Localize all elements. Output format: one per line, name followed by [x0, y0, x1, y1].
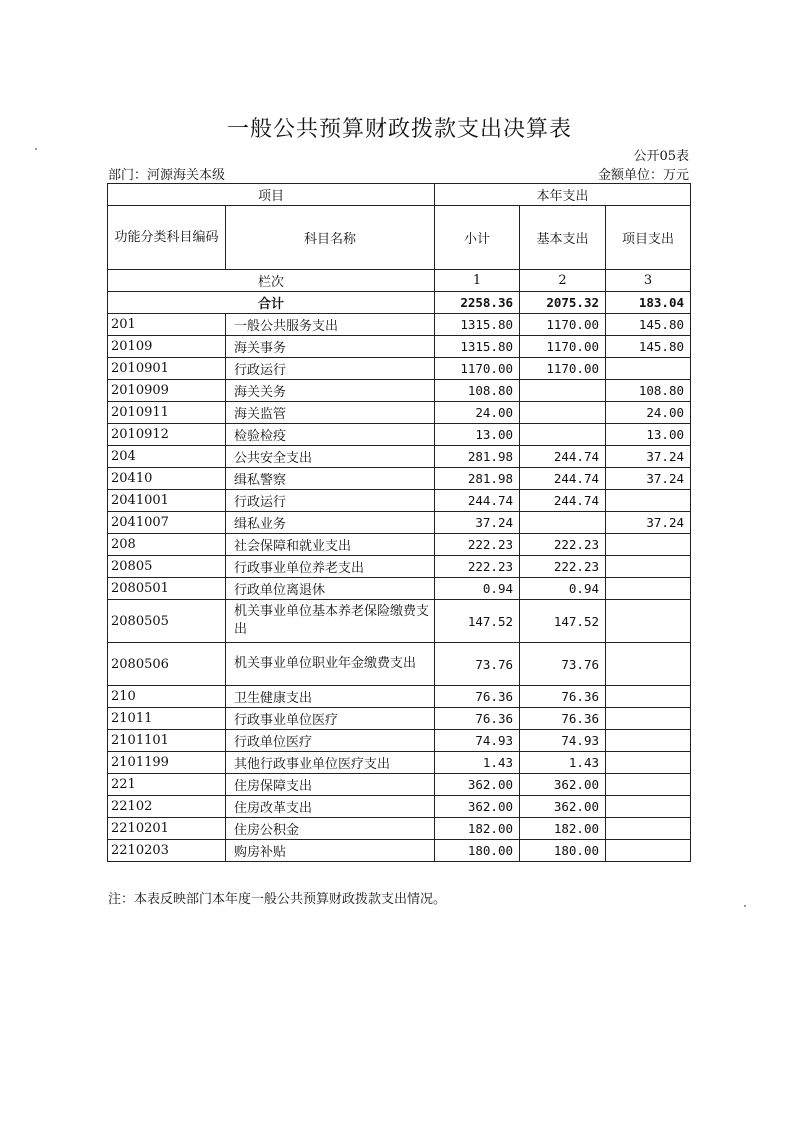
table-row: [108, 446, 691, 468]
total-label: 合计: [108, 292, 435, 314]
row-name: 行政单位医疗: [226, 730, 435, 752]
row-basic: 1170.00: [520, 314, 606, 336]
table-row: [108, 752, 691, 774]
row-name: 行政运行: [226, 358, 435, 380]
column-index-3: 3: [606, 270, 691, 292]
row-basic: 147.52: [520, 600, 606, 643]
header-project: 项目支出: [606, 206, 691, 270]
row-project: 13.00: [606, 424, 691, 446]
row-subtotal: 281.98: [435, 468, 520, 490]
row-project: 37.24: [606, 446, 691, 468]
table-row: [108, 686, 691, 708]
row-subtotal: 362.00: [435, 796, 520, 818]
row-name: 海关关务: [226, 380, 435, 402]
row-name: 海关监管: [226, 402, 435, 424]
row-basic: 1170.00: [520, 336, 606, 358]
row-basic: [520, 402, 606, 424]
row-name: 行政运行: [226, 490, 435, 512]
total-project: 183.04: [606, 292, 691, 314]
header-code: 功能分类科目编码: [108, 206, 226, 270]
row-basic: 1170.00: [520, 358, 606, 380]
row-subtotal: 362.00: [435, 774, 520, 796]
column-index-label: 栏次: [108, 270, 435, 292]
row-project: [606, 730, 691, 752]
amount-unit-label: 金额单位：万元: [597, 168, 689, 183]
row-project: 24.00: [606, 402, 691, 424]
row-subtotal: 1315.80: [435, 336, 520, 358]
row-project: 145.80: [606, 336, 691, 358]
table-row: [108, 708, 691, 730]
row-basic: 74.93: [520, 730, 606, 752]
row-code: 2010912: [108, 424, 226, 446]
row-basic: 362.00: [520, 774, 606, 796]
row-subtotal: 281.98: [435, 446, 520, 468]
row-name: 社会保障和就业支出: [226, 534, 435, 556]
column-index-1: 1: [435, 270, 520, 292]
row-name: 海关事务: [226, 336, 435, 358]
row-name: 行政事业单位医疗: [226, 708, 435, 730]
row-subtotal: 37.24: [435, 512, 520, 534]
row-subtotal: 24.00: [435, 402, 520, 424]
row-code: 204: [108, 446, 226, 468]
total-row: [108, 292, 691, 314]
row-code: 21011: [108, 708, 226, 730]
header-current-year: 本年支出: [435, 184, 691, 206]
row-subtotal: 182.00: [435, 818, 520, 840]
column-index-2: 2: [520, 270, 606, 292]
footnote: 注：本表反映部门本年度一般公共预算财政拨款支出情况。: [108, 892, 447, 907]
table-row: [108, 534, 691, 556]
scan-speck: [35, 148, 37, 150]
table-row: [108, 578, 691, 600]
form-number: 公开05表: [633, 149, 689, 164]
table-row: [108, 774, 691, 796]
row-basic: 244.74: [520, 446, 606, 468]
row-name: 其他行政事业单位医疗支出: [226, 752, 435, 774]
row-project: [606, 358, 691, 380]
table-row: [108, 424, 691, 446]
table-row: [108, 336, 691, 358]
row-name: 机关事业单位职业年金缴费支出: [226, 643, 435, 686]
table-row: [108, 643, 691, 686]
row-code: 2101101: [108, 730, 226, 752]
table-row: [108, 512, 691, 534]
header-item: 项目: [108, 184, 435, 206]
row-subtotal: 1170.00: [435, 358, 520, 380]
row-project: [606, 752, 691, 774]
row-name: 购房补贴: [226, 840, 435, 862]
row-basic: 362.00: [520, 796, 606, 818]
table-row: [108, 818, 691, 840]
row-code: 2080505: [108, 600, 226, 643]
column-index-row: [108, 270, 691, 292]
row-project: [606, 578, 691, 600]
row-name: 机关事业单位基本养老保险缴费支出: [226, 600, 435, 643]
row-name: 公共安全支出: [226, 446, 435, 468]
row-code: 20109: [108, 336, 226, 358]
row-name: 住房改革支出: [226, 796, 435, 818]
row-code: 20410: [108, 468, 226, 490]
row-name: 卫生健康支出: [226, 686, 435, 708]
scan-speck: [744, 905, 746, 907]
row-subtotal: 1.43: [435, 752, 520, 774]
row-subtotal: 244.74: [435, 490, 520, 512]
table-row: [108, 796, 691, 818]
header-subtotal: 小计: [435, 206, 520, 270]
row-code: 2210201: [108, 818, 226, 840]
row-project: [606, 556, 691, 578]
row-project: [606, 686, 691, 708]
row-project: [606, 818, 691, 840]
table-row: [108, 840, 691, 862]
row-basic: 76.36: [520, 708, 606, 730]
row-project: [606, 643, 691, 686]
row-code: 201: [108, 314, 226, 336]
row-project: [606, 708, 691, 730]
row-project: [606, 534, 691, 556]
row-basic: [520, 380, 606, 402]
row-code: 2101199: [108, 752, 226, 774]
row-code: 221: [108, 774, 226, 796]
header-basic: 基本支出: [520, 206, 606, 270]
row-name: 住房保障支出: [226, 774, 435, 796]
row-name: 住房公积金: [226, 818, 435, 840]
table-row: [108, 468, 691, 490]
row-basic: [520, 512, 606, 534]
table-row: [108, 314, 691, 336]
row-subtotal: 180.00: [435, 840, 520, 862]
row-code: 2080501: [108, 578, 226, 600]
table-row: [108, 600, 691, 643]
row-project: 108.80: [606, 380, 691, 402]
row-basic: 73.76: [520, 643, 606, 686]
row-basic: [520, 424, 606, 446]
row-subtotal: 0.94: [435, 578, 520, 600]
row-code: 2010911: [108, 402, 226, 424]
row-code: 210: [108, 686, 226, 708]
row-basic: 180.00: [520, 840, 606, 862]
row-code: 20805: [108, 556, 226, 578]
row-code: 208: [108, 534, 226, 556]
row-code: 2210203: [108, 840, 226, 862]
row-subtotal: 13.00: [435, 424, 520, 446]
row-project: [606, 490, 691, 512]
row-name: 行政单位离退休: [226, 578, 435, 600]
row-basic: 244.74: [520, 490, 606, 512]
row-basic: 76.36: [520, 686, 606, 708]
page-title: 一般公共预算财政拨款支出决算表: [226, 117, 572, 142]
table-row: [108, 556, 691, 578]
row-code: 22102: [108, 796, 226, 818]
table-row: [108, 730, 691, 752]
row-subtotal: 73.76: [435, 643, 520, 686]
row-project: [606, 796, 691, 818]
row-project: 145.80: [606, 314, 691, 336]
row-basic: 244.74: [520, 468, 606, 490]
row-name: 缉私业务: [226, 512, 435, 534]
row-basic: 182.00: [520, 818, 606, 840]
row-subtotal: 74.93: [435, 730, 520, 752]
row-name: 行政事业单位养老支出: [226, 556, 435, 578]
row-project: 37.24: [606, 468, 691, 490]
row-subtotal: 222.23: [435, 534, 520, 556]
row-subtotal: 108.80: [435, 380, 520, 402]
row-name: 一般公共服务支出: [226, 314, 435, 336]
row-subtotal: 1315.80: [435, 314, 520, 336]
expenditure-table: [107, 183, 691, 862]
row-basic: 0.94: [520, 578, 606, 600]
row-basic: 222.23: [520, 556, 606, 578]
row-code: 2041007: [108, 512, 226, 534]
table-row: [108, 402, 691, 424]
table-row: [108, 490, 691, 512]
row-code: 2010901: [108, 358, 226, 380]
table-row: [108, 380, 691, 402]
row-code: 2041001: [108, 490, 226, 512]
row-subtotal: 222.23: [435, 556, 520, 578]
row-project: 37.24: [606, 512, 691, 534]
department-label: 部门：河源海关本级: [108, 168, 226, 183]
row-code: 2080506: [108, 643, 226, 686]
row-project: [606, 600, 691, 643]
row-project: [606, 840, 691, 862]
total-subtotal: 2258.36: [435, 292, 520, 314]
row-name: 缉私警察: [226, 468, 435, 490]
row-subtotal: 76.36: [435, 686, 520, 708]
row-basic: 222.23: [520, 534, 606, 556]
row-code: 2010909: [108, 380, 226, 402]
header-row-2: [108, 206, 691, 270]
row-basic: 1.43: [520, 752, 606, 774]
table-row: [108, 358, 691, 380]
header-name: 科目名称: [226, 206, 435, 270]
row-subtotal: 147.52: [435, 600, 520, 643]
total-basic: 2075.32: [520, 292, 606, 314]
row-name: 检验检疫: [226, 424, 435, 446]
header-row-1: [108, 184, 691, 206]
row-project: [606, 774, 691, 796]
row-subtotal: 76.36: [435, 708, 520, 730]
